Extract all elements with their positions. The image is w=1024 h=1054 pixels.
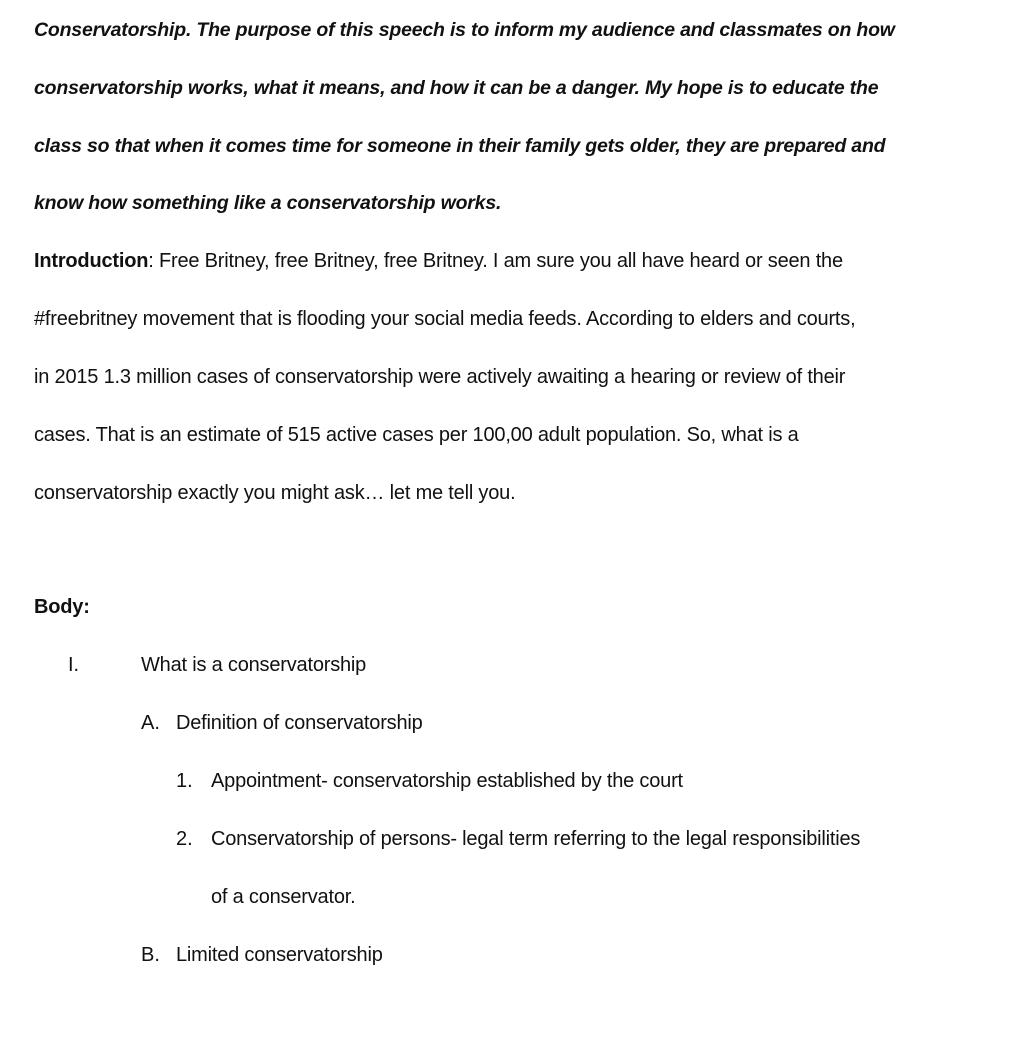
item-2-continuation: of a conservator. bbox=[211, 886, 356, 908]
purpose-line-2: conservatorship works, what it means, and how it can be a danger. My hope is to educate the bbox=[34, 77, 879, 99]
introduction-line-3: in 2015 1.3 million cases of conservatorship were actively awaiting a hearing or review of their bbox=[34, 366, 846, 388]
sub-b-title: Limited conservatorship bbox=[176, 944, 383, 966]
introduction-line-5: conservatorship exactly you might ask… let me tell you. bbox=[34, 482, 516, 504]
sub-b-marker: B. bbox=[141, 944, 160, 966]
introduction-label: Introduction bbox=[34, 250, 149, 272]
sub-a-marker: A. bbox=[141, 712, 160, 734]
sub-a-title: Definition of conservatorship bbox=[176, 712, 423, 734]
item-2-marker: 2. bbox=[176, 828, 193, 850]
section-1-title: What is a conservatorship bbox=[141, 654, 367, 676]
body-heading: Body: bbox=[34, 596, 90, 618]
item-1-marker: 1. bbox=[176, 770, 193, 792]
introduction-line-2: #freebritney movement that is flooding your social media feeds. According to elders and courts, bbox=[34, 308, 856, 330]
purpose-line-4: know how something like a conservatorship works. bbox=[34, 192, 502, 214]
purpose-line-1: Conservatorship. The purpose of this speech is to inform my audience and classmates on how bbox=[34, 19, 895, 41]
introduction-line-4: cases. That is an estimate of 515 active cases per 100,00 adult population. So, what is a bbox=[34, 424, 799, 446]
introduction-text: : Free Britney, free Britney, free Britney. I am sure you all have heard or seen the bbox=[148, 250, 843, 272]
item-1-text: Appointment- conservatorship established by the court bbox=[211, 770, 683, 792]
section-1-marker: I. bbox=[68, 654, 80, 676]
introduction-line-1 bbox=[34, 247, 843, 275]
purpose-line-3: class so that when it comes time for someone in their family gets older, they are prepared and bbox=[34, 135, 886, 157]
item-2-text: Conservatorship of persons- legal term referring to the legal responsibilities bbox=[211, 828, 861, 850]
